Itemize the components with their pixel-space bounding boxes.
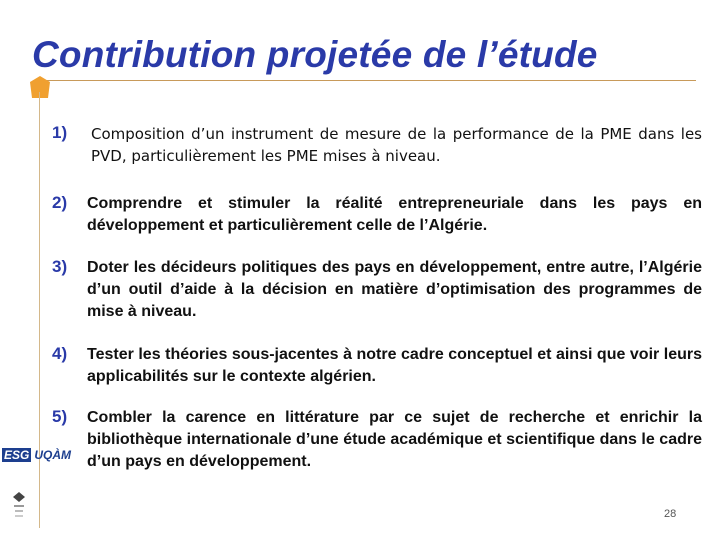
- item-text: Tester les théories sous-jacentes à notre cadre conceptuel et ainsi que voir leurs applicabilités sur le contexte algérien.: [87, 346, 702, 385]
- page-number: 28: [664, 508, 677, 520]
- esg-uqam-logo: [2, 448, 71, 462]
- item-text: Combler la carence en littérature par ce sujet de recherche et enrichir la bibliothèque internationale d’une étude académique et scientifique dans le cadre d’un pays en développement.: [87, 409, 702, 470]
- item-number: 1): [52, 123, 68, 142]
- item-text: Composition d’un instrument de mesure de la performance de la PME dans les PVD, particulièrement les PME mises à niveau.: [91, 125, 702, 165]
- sidebar-rule: [39, 92, 40, 528]
- item-number: 4): [52, 344, 68, 363]
- seal-icon: [12, 490, 26, 524]
- item-text: Comprendre et stimuler la réalité entrepreneuriale dans les pays en développement et particulièrement celle de l’Algérie.: [87, 195, 702, 234]
- item-number: 3): [52, 257, 68, 276]
- item-number: 2): [52, 193, 68, 212]
- logo-uqam: UQÀM: [34, 448, 72, 462]
- title-underline: [44, 80, 696, 81]
- item-text: Doter les décideurs politiques des pays en développement, entre autre, l’Algérie d’un outil d’aide à la décision en matière d’optimisation des programmes de mise à niveau.: [87, 259, 702, 320]
- slide-title: Contribution projetée de l’étude: [32, 34, 598, 75]
- item-number: 5): [52, 407, 68, 426]
- logo-esg: ESG: [4, 448, 30, 462]
- pentagon-accent-icon: [30, 76, 50, 98]
